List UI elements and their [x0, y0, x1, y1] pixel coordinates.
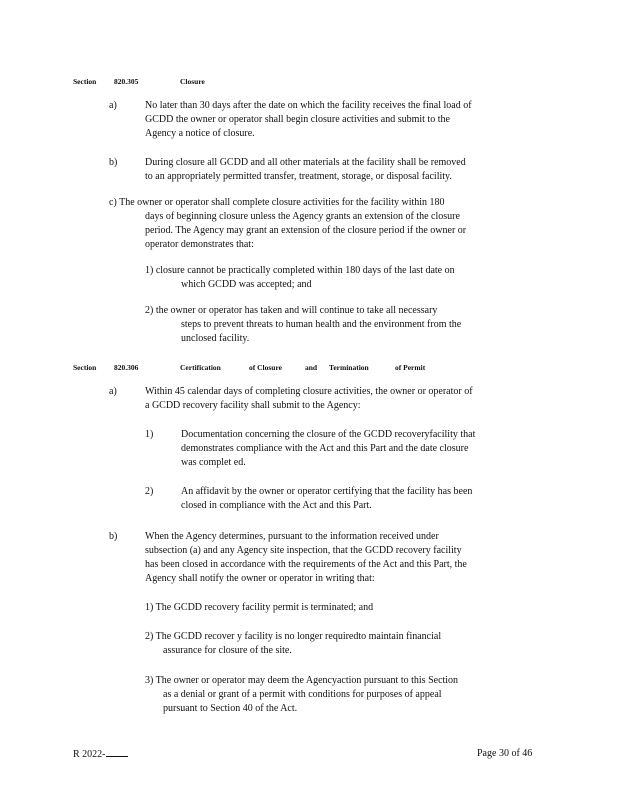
paragraph-line: period. The Agency may grant an extension of the closure period if the owner or [145, 225, 467, 236]
paragraph-line: During closure all GCDD and all other materials at the facility shall be removed [145, 157, 466, 168]
paragraph-line: Agency shall notify the owner or operator in writing that: [145, 573, 375, 584]
docket-blank [106, 747, 128, 757]
paragraph-line: was complet ed. [181, 457, 246, 468]
paragraph-line: Agency a notice of closure. [145, 128, 255, 139]
subitem-line: 3) The owner or operator may deem the Agencyaction pursuant to this Section [145, 675, 459, 686]
footer-docket: R 2022- [73, 747, 128, 762]
section-label: Section [73, 77, 97, 86]
section-title-word: of Closure [249, 363, 282, 372]
paragraph-line: demonstrates compliance with the Act and this Part and the date closure [181, 443, 469, 454]
section-label: Section [73, 363, 97, 372]
section-title-word: Termination [329, 363, 369, 372]
item-marker: a) [109, 386, 117, 397]
paragraph-line: has been closed in accordance with the requirements of the Act and this Part, the [145, 559, 467, 570]
subitem-line: pursuant to Section 40 of the Act. [163, 703, 298, 714]
subitem-line: unclosed facility. [181, 333, 250, 344]
subitem-line: assurance for closure of the site. [163, 645, 292, 656]
paragraph-line: GCDD the owner or operator shall begin closure activities and submit to the [145, 114, 450, 125]
item-marker: 2) [145, 486, 154, 497]
paragraph-line: No later than 30 days after the date on which the facility receives the final load of [145, 100, 472, 111]
subitem-line: steps to prevent threats to human health and the environment from the [181, 319, 462, 330]
paragraph-line: An affidavit by the owner or operator certifying that the facility has been [181, 486, 473, 497]
paragraph-line: Documentation concerning the closure of the GCDD recoveryfacility that [181, 429, 476, 440]
item-marker: 1) [145, 429, 154, 440]
subitem-line: as a denial or grant of a permit with conditions for purposes of appeal [163, 689, 442, 700]
section-title-word: Certification [180, 363, 221, 372]
section-title: Closure [180, 77, 205, 86]
paragraph-line: subsection (a) and any Agency site inspection, that the GCDD recovery facility [145, 545, 462, 556]
subitem-line: which GCDD was accepted; and [181, 279, 312, 290]
paragraph-line: Within 45 calendar days of completing closure activities, the owner or operator of [145, 386, 473, 397]
paragraph-line: operator demonstrates that: [145, 239, 254, 250]
subitem-line: 2) the owner or operator has taken and will continue to take all necessary [145, 305, 438, 316]
subitem-line: 2) The GCDD recover y facility is no longer requiredto maintain financial [145, 631, 442, 642]
paragraph-line: days of beginning closure unless the Agency grants an extension of the closure [145, 211, 460, 222]
item-marker: b) [109, 157, 118, 168]
subitem-line: 1) closure cannot be practically completed within 180 days of the last date on [145, 265, 455, 276]
paragraph-line: to an appropriately permitted transfer, treatment, storage, or disposal facility. [145, 171, 452, 182]
section-title-word: of Permit [395, 363, 426, 372]
paragraph-line: closed in compliance with the Act and this Part. [181, 500, 372, 511]
section-title-word: and [305, 363, 318, 372]
item-marker: a) [109, 100, 117, 111]
item-marker: b) [109, 531, 118, 542]
paragraph-line: a GCDD recovery facility shall submit to the Agency: [145, 400, 361, 411]
section-number: 820.305 [114, 77, 139, 86]
footer-page-number: Page 30 of 46 [477, 748, 533, 759]
paragraph-line: c) The owner or operator shall complete closure activities for the facility within 180 [109, 197, 445, 208]
paragraph-line: When the Agency determines, pursuant to the information received under [145, 531, 439, 542]
subitem-line: 1) The GCDD recovery facility permit is terminated; and [145, 602, 374, 613]
section-number: 820.306 [114, 363, 139, 372]
